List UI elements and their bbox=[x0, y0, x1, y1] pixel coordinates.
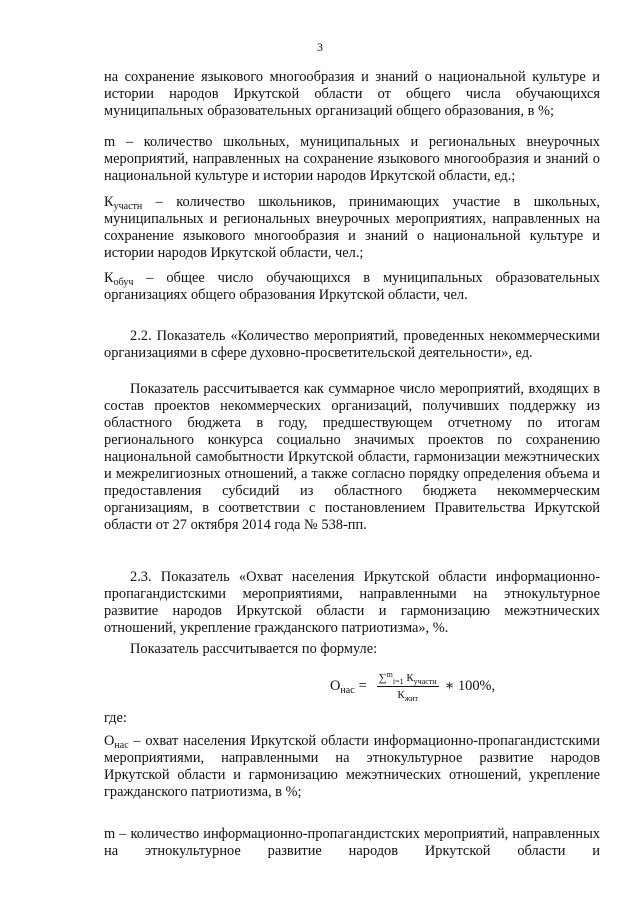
definition-m: m – количество школьных, муниципальных и региональных внеурочных мероприятий, направленных на сохранение языкового многообразия и знаний о национальной культуре и истории народов Иркутской области, ед.; bbox=[104, 134, 600, 184]
definition-k-obuch bbox=[104, 270, 600, 304]
formula-tail: ∗ 100%, bbox=[444, 677, 496, 694]
variable-subscript: нас bbox=[114, 740, 129, 751]
section-2-2-heading: 2.2. Показатель «Количество мероприятий, проведенных некоммерческими организациями в сфере духовно-просветительской деятельности», ед. bbox=[104, 328, 600, 361]
formula-denominator: $К_{жит}$ bbox=[397, 688, 418, 703]
variable-subscript: участн bbox=[113, 201, 143, 212]
definition-continuation: на сохранение языкового многообразия и знаний о национальной культуре и истории народов Иркутской области от общего числа обучающихся муниципальных образовательных организаций общего образования, в %; bbox=[104, 69, 600, 119]
formula-intro: Показатель рассчитывается по формуле: bbox=[130, 641, 378, 657]
formula-numerator: ∑$^m_{i=1}$ $К_{участн}$ bbox=[378, 669, 437, 686]
page-number: 3 bbox=[317, 40, 323, 54]
definition-text: – охват населения Иркутской области информационно-пропагандистскими мероприятиями, направленными на этнокультурное развитие народов Иркутской области и гармонизацию межэтнических отношений, укрепление гражданского патриотизма, в %; bbox=[104, 733, 600, 800]
variable-symbol: О bbox=[104, 733, 115, 749]
formula bbox=[330, 668, 495, 704]
definition-m-2: m – количество информационно-пропагандистских мероприятий, направленных на этнокультурное развитие народов Иркутской области и bbox=[104, 826, 600, 859]
variable-symbol: К bbox=[104, 270, 114, 286]
formula-lhs: $О_{нас}$ bbox=[330, 677, 355, 696]
definition-text: – общее число обучающихся в муниципальных образовательных организациях общего образования Иркутской области, чел. bbox=[104, 270, 600, 303]
section-2-2-body: Показатель рассчитывается как суммарное число мероприятий, входящих в состав проектов некоммерческих организаций, получивших поддержку из областного бюджета в году, предшествующем отчетному по итогам регионального конкурса социально значимых проектов по сохранению национальной самобытности Иркутской области, гармонизации межэтнических и межрелигиозных отношений, а также согласно порядку определения объема и предоставления субсидий из областного бюджета некоммерческим организациям, в соответствии с постановлением Правительства Иркутской области от 27 октября 2014 года № 538-пп. bbox=[104, 381, 600, 533]
formula-equals: = bbox=[358, 677, 367, 694]
section-2-3-heading: 2.3. Показатель «Охват населения Иркутской области информационно-пропагандистскими мероприятиями, направленными на этнокультурное развитие народов Иркутской области и гармонизацию межэтнических отношений, укрепление гражданского патриотизма», %. bbox=[104, 569, 600, 636]
definition-k-uchastn bbox=[104, 194, 600, 262]
definition-o-nas bbox=[104, 733, 600, 801]
variable-subscript: обуч bbox=[113, 277, 134, 288]
variable-symbol: К bbox=[104, 194, 114, 210]
formula-fraction bbox=[377, 669, 439, 703]
definition-text: – количество школьников, принимающих участие в школьных, муниципальных и региональных внеурочных мероприятиях, направленных на сохранение языкового многообразия и знаний о национальной культуре и истории народов Иркутской области, чел.; bbox=[104, 194, 600, 261]
where-label: где: bbox=[104, 710, 127, 726]
